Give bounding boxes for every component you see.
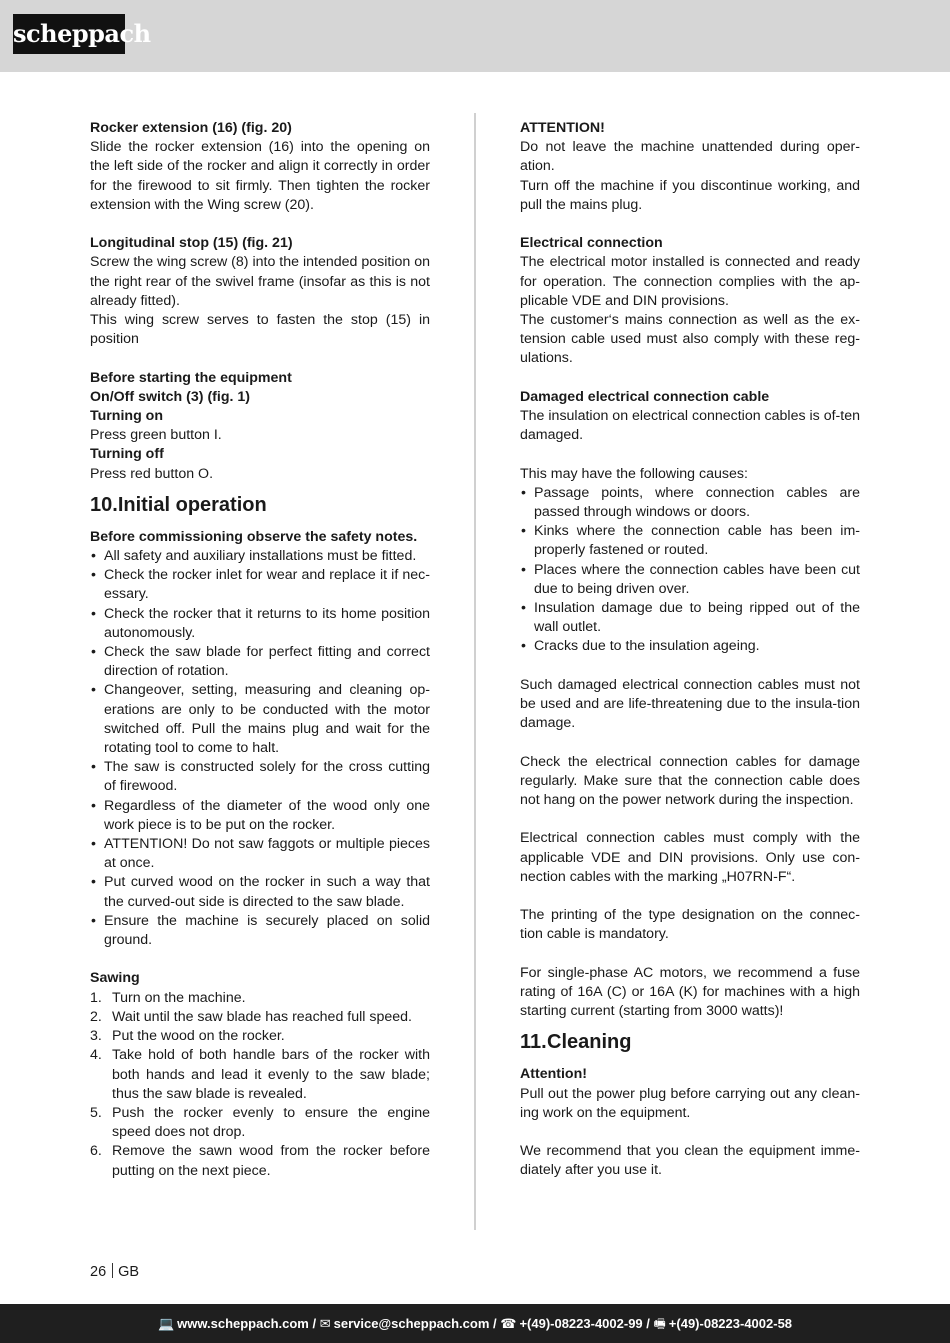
fax-icon: 🖷: [653, 1316, 666, 1331]
list-item: • Insulation damage due to being ripped out of the wall outlet.: [520, 599, 860, 637]
step-number: 2.: [90, 1008, 102, 1025]
list-item: [90, 989, 430, 1008]
electrical-connection-text-1: The electrical motor installed is connected and ready for operation. The connection complies with the ap-plicable VDE and DIN provisions.: [520, 254, 860, 309]
list-item: • Passage points, where connection cables are passed through windows or doors.: [520, 484, 860, 522]
list-item: [90, 1008, 430, 1027]
turning-off-text: Press red button O.: [90, 465, 214, 482]
list-item: • Places where the connection cables have been cut due to being driven over.: [520, 561, 860, 599]
causes-intro: This may have the following causes:: [520, 465, 748, 482]
electrical-connection-text-2: The customer‘s mains connection as well as the ex-tension cable used must also comply with these reg-ulations.: [520, 312, 860, 367]
section-10-title: Initial operation: [117, 493, 267, 516]
list-item: [90, 1046, 430, 1104]
step-text: Push the rocker evenly to ensure the engine speed does not drop.: [112, 1104, 430, 1141]
section-11-number: 11.: [520, 1031, 547, 1054]
type-designation-text: The printing of the type designation on the connec-tion cable is mandatory.: [520, 907, 860, 943]
step-number: 3.: [90, 1028, 102, 1045]
mail-icon: ✉: [319, 1316, 331, 1331]
right-column: [520, 119, 860, 1181]
list-item: [90, 1142, 430, 1180]
commissioning-heading: Before commissioning observe the safety notes.: [90, 528, 418, 545]
footer-web[interactable]: www.scheppach.com /: [177, 1316, 317, 1331]
cleaning-attention-heading: Attention!: [520, 1066, 587, 1083]
left-column: [90, 119, 430, 1181]
footer-fax: +(49)-08223-4002-58: [668, 1316, 793, 1331]
page-number-value: 26: [90, 1264, 107, 1280]
turning-on-heading: Turning on: [90, 408, 164, 425]
attention-text-2: Turn off the machine if you discontinue working, and pull the mains plug.: [520, 177, 860, 213]
turning-on-text: Press green button I.: [90, 427, 222, 444]
commissioning-list: [90, 547, 430, 950]
list-item: • All safety and auxiliary installations must be fitted.: [90, 547, 430, 566]
attention-heading: ATTENTION!: [520, 120, 605, 136]
list-item: [90, 1027, 430, 1046]
list-item: [90, 1104, 430, 1142]
list-item: • Regardless of the diameter of the wood only one work piece is to be put on the rocker.: [90, 797, 430, 835]
longitudinal-stop-heading: Longitudinal stop (15) (fig. 21): [90, 235, 293, 252]
page-language: GB: [118, 1264, 140, 1280]
section-11-title: Cleaning: [547, 1031, 632, 1054]
before-starting-heading: Before starting the equipment: [90, 369, 292, 386]
list-item: • Changeover, setting, measuring and cleaning op-erations are only to be conducted with the motor switched off. Pull the mains plug and wait for the rotating tool to come to halt.: [90, 681, 430, 758]
cleaning-attention-text: Pull out the power plug before carrying out any clean-ing work on the equipment.: [520, 1085, 860, 1121]
attention-text-1: Do not leave the machine unattended during oper-ation.: [520, 139, 860, 175]
section-10-number: 10.: [90, 493, 118, 516]
step-number: 6.: [90, 1143, 102, 1160]
fuse-recommendation-text: For single-phase AC motors, we recommend a fuse rating of 16A (C) or 16A (K) for machines with a high starting current (starting from 3000 watts)!: [520, 964, 860, 1020]
cable-compliance-text: Electrical connection cables must comply with the applicable VDE and DIN provisions. Only use con-nection cables with the marking „H07RN-F“.: [520, 830, 860, 885]
step-text: Remove the sawn wood from the rocker before putting on the next piece.: [112, 1143, 430, 1179]
onoff-switch-heading: On/Off switch (3) (fig. 1): [90, 388, 250, 405]
section-10-heading: [90, 492, 430, 518]
step-text: Wait until the saw blade has reached full speed.: [112, 1008, 412, 1025]
sawing-heading: Sawing: [90, 970, 140, 987]
list-item: • Check the rocker that it returns to its home position autonomously.: [90, 605, 430, 643]
damaged-cables-warning: Such damaged electrical connection cables must not be used and are life-threatening due to the insula-tion damage.: [520, 676, 860, 732]
check-cables-text: Check the electrical connection cables for damage regularly. Make sure that the connection cable does not hang on the power network during the inspection.: [520, 753, 860, 809]
electrical-connection-heading: Electrical connection: [520, 235, 663, 252]
rocker-extension-text: Slide the rocker extension (16) into the opening on the left side of the rocker and align it correctly in order for the firewood to sit firmly. Then tighten the rocker extension with the Wing screw (20).: [90, 139, 430, 213]
list-item: • Put curved wood on the rocker in such a way that the curved-out side is directed to the saw blade.: [90, 873, 430, 911]
damaged-cable-text: The insulation on electrical connection cables is of-ten damaged.: [520, 408, 860, 444]
step-text: Turn on the machine.: [112, 989, 246, 1006]
longitudinal-stop-text-2: This wing screw serves to fasten the stop (15) in position: [90, 312, 430, 348]
list-item: • Cracks due to the insulation ageing.: [520, 637, 860, 656]
step-number: 4.: [90, 1047, 102, 1064]
sawing-steps: [90, 989, 430, 1181]
footer-phone: +(49)-08223-4002-99 /: [519, 1316, 650, 1331]
turning-off-heading: Turning off: [90, 446, 164, 463]
contact-footer: [0, 1304, 950, 1343]
section-11-heading: [520, 1029, 860, 1055]
header-bar: [0, 0, 950, 72]
cleaning-recommend-text: We recommend that you clean the equipment imme-diately after you use it.: [520, 1143, 860, 1179]
step-number: 1.: [90, 989, 102, 1006]
list-item: • ATTENTION! Do not saw faggots or multiple pieces at once.: [90, 835, 430, 873]
list-item: • Kinks where the connection cable has been im-properly fastened or routed.: [520, 522, 860, 560]
causes-list: [520, 484, 860, 657]
rocker-extension-heading: Rocker extension (16) (fig. 20): [90, 120, 292, 136]
page-number-separator: [112, 1263, 113, 1278]
step-number: 5.: [90, 1104, 102, 1121]
longitudinal-stop-text-1: Screw the wing screw (8) into the intended position on the right rear of the swivel frame (insofar as this is not already fitted).: [90, 254, 430, 309]
computer-icon: 💻: [157, 1316, 175, 1331]
list-item: • Ensure the machine is securely placed on solid ground.: [90, 912, 430, 950]
page-number: [90, 1263, 139, 1282]
phone-icon: ☎: [500, 1316, 517, 1331]
scheppach-logo: scheppach: [13, 14, 125, 54]
column-divider: [474, 113, 476, 1230]
list-item: • Check the saw blade for perfect fitting and correct direction of rotation.: [90, 643, 430, 681]
list-item: • The saw is constructed solely for the cross cutting of firewood.: [90, 758, 430, 796]
step-text: Put the wood on the rocker.: [112, 1028, 285, 1045]
damaged-cable-heading: Damaged electrical connection cable: [520, 388, 770, 405]
footer-email[interactable]: service@scheppach.com /: [333, 1316, 497, 1331]
list-item: • Check the rocker inlet for wear and replace it if nec-essary.: [90, 566, 430, 604]
step-text: Take hold of both handle bars of the rocker with both hands and lead it evenly to the saw blade; thus the saw blade is revealed.: [112, 1047, 430, 1102]
